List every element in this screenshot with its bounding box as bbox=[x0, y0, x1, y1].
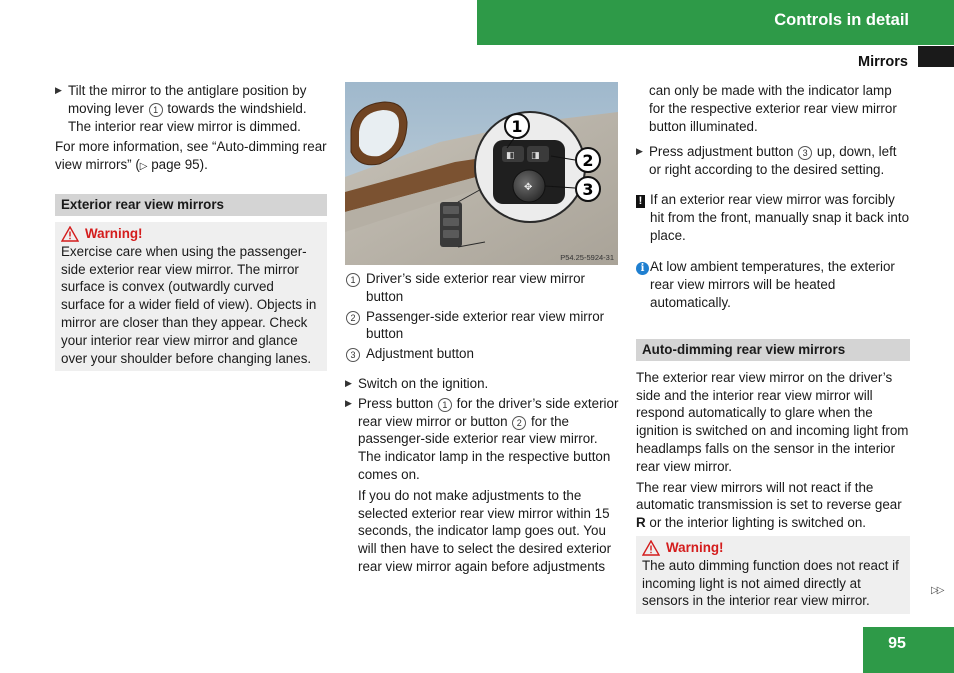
step-result: The interior rear view mirror is dimmed. bbox=[68, 118, 301, 134]
callout-number: 2 bbox=[512, 416, 526, 430]
svg-text:✥: ✥ bbox=[524, 182, 533, 193]
warning-triangle-icon bbox=[61, 226, 79, 242]
warning-title: Warning! bbox=[666, 539, 724, 555]
info-note: i At low ambient temperatures, the exterior rear view mirrors will be heated automatically. bbox=[636, 258, 910, 311]
svg-text:1: 1 bbox=[511, 117, 523, 136]
body-paragraph: The rear view mirrors will not react if the automatic transmission is set to reverse gear R or the interior lighting is switched on. bbox=[636, 479, 902, 531]
door-panel-illustration bbox=[345, 82, 618, 265]
warning-box bbox=[636, 536, 910, 614]
bullet-triangle-icon: ▶ bbox=[636, 146, 643, 157]
legend-item: 1 Driver’s side exterior rear view mirror button bbox=[345, 270, 620, 306]
mirror-switch-photo bbox=[345, 82, 618, 265]
svg-text:◧: ◧ bbox=[506, 151, 515, 161]
legend-item: 3 Adjustment button bbox=[345, 345, 620, 363]
header-bar bbox=[477, 0, 954, 45]
callout-number: 1 bbox=[438, 398, 452, 412]
continue-arrow-icon: ▷▷ bbox=[931, 585, 943, 596]
page-number: 95 bbox=[888, 635, 906, 652]
bullet-triangle-icon: ▶ bbox=[345, 377, 352, 388]
section-heading: Auto-dimming rear view mirrors bbox=[636, 339, 910, 361]
warning-title: Warning! bbox=[85, 225, 143, 241]
callout-number: 1 bbox=[149, 103, 163, 117]
svg-text:2: 2 bbox=[582, 151, 594, 170]
callout-number: 3 bbox=[346, 348, 360, 362]
svg-text:◨: ◨ bbox=[531, 151, 540, 161]
warning-triangle-icon bbox=[642, 540, 660, 556]
instruction-step: ▶ Press adjustment button 3 up, down, left or right according to the desired setting. bbox=[636, 144, 897, 178]
section-heading: Exterior rear view mirrors bbox=[55, 194, 327, 216]
page-ref-arrow-icon: ▷ bbox=[139, 161, 148, 173]
info-icon: i bbox=[636, 262, 649, 275]
instruction-step: ▶ Press button 1 for the driver’s side exterior rear view mirror or button 2 for the passenger-side exterior rear view mirror. bbox=[345, 395, 619, 447]
column-middle bbox=[345, 270, 620, 576]
callout-number: 3 bbox=[798, 146, 812, 160]
cross-reference: For more information, see “Auto-dimming rear view mirrors” (▷ page 95). bbox=[55, 139, 327, 173]
caution-note: ! If an exterior rear view mirror was forcibly hit from the front, manually snap it back into place. bbox=[636, 191, 910, 244]
exclamation-icon: ! bbox=[636, 195, 645, 208]
column-left bbox=[55, 82, 327, 371]
callout-number: 2 bbox=[346, 311, 360, 325]
instruction-step: ▶ Tilt the mirror to the antiglare position by moving lever 1 towards the windshield. The interior rear view mirror is dimmed. bbox=[55, 83, 307, 134]
body-paragraph: The exterior rear view mirror on the driver’s side and the interior rear view mirror will respond automatically to glare when the ignition is switched on and incoming light from headlamps falls on the sensor in the interior rear view mirror. bbox=[636, 369, 909, 474]
svg-text:3: 3 bbox=[582, 180, 594, 199]
column-right bbox=[636, 82, 910, 614]
warning-box bbox=[55, 222, 327, 371]
section-title: Mirrors bbox=[858, 54, 908, 70]
warning-text: The auto dimming function does not react if incoming light is not aimed directly at sensors in the interior rear view mirror. bbox=[642, 557, 899, 609]
continued-text: can only be made with the indicator lamp for the respective exterior rear view mirror button illuminated. bbox=[649, 83, 897, 134]
gear-letter: R bbox=[636, 515, 646, 531]
bullet-triangle-icon: ▶ bbox=[55, 85, 62, 95]
image-code: P54.25-5924-31 bbox=[560, 253, 614, 262]
section-tab-marker bbox=[918, 46, 954, 67]
step-note: If you do not make adjustments to the selected exterior rear view mirror within 15 seconds, the indicator lamp goes out. You will then have to select the desired exterior rear view mirror again before adjustments bbox=[358, 487, 612, 574]
bullet-triangle-icon: ▶ bbox=[345, 397, 352, 408]
legend-item: 2 Passenger-side exterior rear view mirror button bbox=[345, 308, 620, 344]
warning-text: Exercise care when using the passenger-side exterior rear view mirror. The mirror surface is convex (outwardly curved surface for a wider field of view). Objects in mirror are closer than they appear. Check your interior rear view mirror and glance over your shoulder before changing lanes. bbox=[61, 243, 317, 366]
instruction-step: ▶ Switch on the ignition. bbox=[345, 375, 489, 391]
step-result: The indicator lamp in the respective button comes on. bbox=[358, 449, 611, 482]
page-number-box bbox=[863, 627, 954, 673]
callout-number: 1 bbox=[346, 273, 360, 287]
page-header-title: Controls in detail bbox=[774, 11, 909, 29]
